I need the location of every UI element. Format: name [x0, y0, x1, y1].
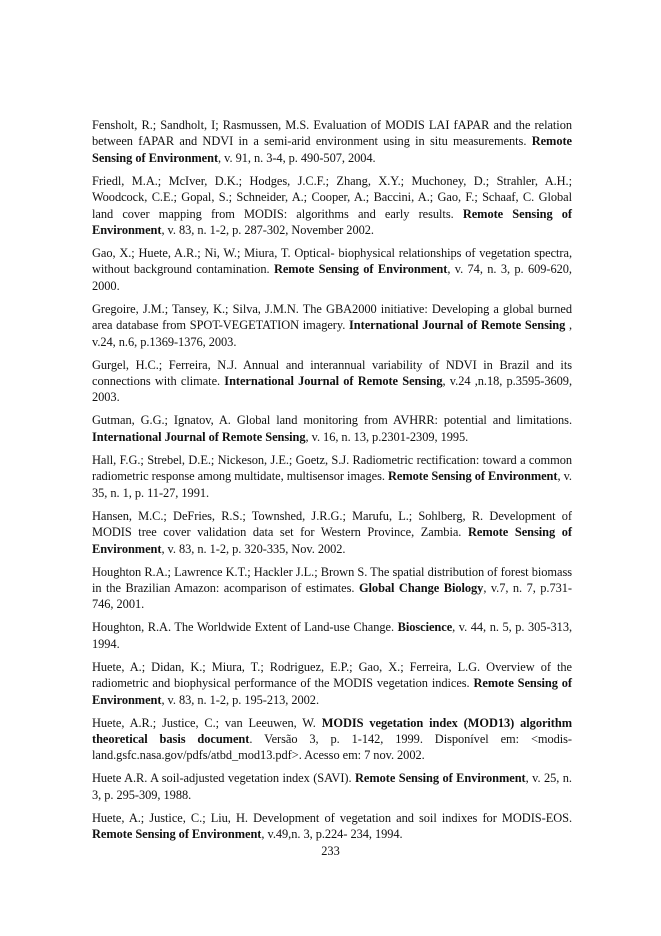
reference-authors-title: Friedl, M.A.; McIver, D.K.; Hodges, J.C.F.; Zhang, X.Y.; Muchoney, D.; Strahler, A.H.; Woodcock, C.E.; Gopal, S.; Schneider, A.; Cooper, A.; Baccini, A.; Gao, F.; Schaaf, C. Global land cover mapping from MODIS: algorithms and early results. [92, 173, 572, 221]
reference-authors-title: Huete, A.; Didan, K.; Miura, T.; Rodriguez, E.P.; Gao, X.; Ferreira, L.G. Overview of the radiometric and biophysical performance of the MODIS vegetation indices. [92, 659, 572, 691]
reference-entry [92, 245, 572, 294]
reference-authors-title: Houghton, R.A. The Worldwide Extent of Land-use Change. [92, 620, 398, 635]
reference-details: , v. 44, n. 5, p. 305-313, 1994. [92, 620, 573, 651]
reference-journal: MODIS vegetation index (MOD13) algorithm theoretical basis document [92, 715, 573, 746]
reference-details: , v.24, n.6, p.1369-1376, 2003. [92, 318, 573, 349]
reference-journal: Remote Sensing of Environment [92, 525, 573, 556]
reference-details: , v. 74, n. 3, p. 609-620, 2000. [92, 262, 572, 293]
reference-authors-title: Fensholt, R.; Sandholt, I; Rasmussen, M.S. Evaluation of MODIS LAI fAPAR and the relation between fAPAR and NDVI in a semi-arid environment using in situ measurements. [92, 118, 572, 149]
reference-entry [92, 117, 572, 166]
reference-authors-title: Houghton R.A.; Lawrence K.T.; Hackler J.L.; Brown S. The spatial distribution of forest biomass in the Brazilian Amazon: acomparison of estimates. [92, 564, 572, 595]
reference-journal: Global Change Biology [358, 580, 484, 595]
reference-entry [92, 659, 572, 708]
reference-entry [92, 173, 572, 239]
reference-entry [92, 452, 572, 501]
reference-entry [92, 715, 572, 764]
reference-journal: Remote Sensing of Environment [355, 771, 526, 786]
reference-entry [92, 301, 572, 350]
reference-authors-title: Gurgel, H.C.; Ferreira, N.J. Annual and interannual variability of NDVI in Brazil and its connections with climate. [92, 357, 572, 389]
reference-entry [92, 357, 572, 406]
reference-authors-title: Huete A.R. A soil-adjusted vegetation index (SAVI). [92, 771, 355, 786]
reference-details: , v.24 ,n.18, p.3595-3609, 2003. [92, 374, 572, 405]
reference-entry [92, 564, 572, 613]
reference-journal: Remote Sensing of Environment [387, 469, 558, 484]
reference-details: , v. 83, n. 1-2, p. 287-302, November 2002. [161, 223, 374, 238]
reference-list [92, 117, 572, 849]
reference-authors-title: Hansen, M.C.; DeFries, R.S.; Townshed, J.R.G.; Marufu, L.; Sohlberg, R. Development of MODIS tree cover validation data set for Western Province, Zambia. [92, 508, 572, 540]
reference-authors-title: Huete, A.R.; Justice, C.; van Leeuwen, W. [92, 715, 322, 730]
reference-authors-title: Gutman, G.G.; Ignatov, A. Global land monitoring from AVHRR: potential and limitations. [92, 413, 572, 428]
reference-authors-title: Gregoire, J.M.; Tansey, K.; Silva, J.M.N. The GBA2000 initiative: Developing a global burned area database from SPOT-VEGETATION imagery. [92, 301, 572, 333]
reference-details: , v. 35, n. 1, p. 11-27, 1991. [92, 469, 572, 500]
reference-journal: Remote Sensing of Environment [92, 206, 572, 238]
reference-journal: International Journal of Remote Sensing [224, 374, 443, 389]
reference-entry [92, 508, 572, 557]
reference-authors-title: Huete, A.; Justice, C.; Liu, H. Development of vegetation and soil indixes for MODIS-EOS. [92, 810, 572, 825]
reference-authors-title: Gao, X.; Huete, A.R.; Ni, W.; Miura, T. Optical- biophysical relationships of vegetation spectra, without background contamination. [92, 246, 572, 277]
reference-entry [92, 770, 572, 803]
reference-journal: International Journal of Remote Sensing [349, 318, 566, 333]
reference-details: , v. 16, n. 13, p.2301-2309, 1995. [305, 429, 469, 444]
reference-journal: Bioscience [397, 620, 453, 635]
reference-details: , v.49,n. 3, p.224- 234, 1994. [261, 827, 403, 842]
reference-details: , v. 91, n. 3-4, p. 490-507, 2004. [218, 150, 376, 165]
reference-authors-title: Hall, F.G.; Strebel, D.E.; Nickeson, J.E.; Goetz, S.J. Radiometric rectification: toward a common radiometric response among multidate, multisensor images. [92, 452, 572, 484]
reference-journal: International Journal of Remote Sensing [92, 429, 306, 444]
reference-journal: Remote Sensing of Environment [273, 262, 448, 277]
reference-details: . Versão 3, p. 1-142, 1999. Disponível em: <modis-land.gsfc.nasa.gov/pdfs/atbd_mod13.pdf>. Acesso em: 7 nov. 2002. [92, 731, 572, 763]
page-number: 233 [321, 844, 340, 858]
reference-details: , v. 25, n. 3, p. 295-309, 1988. [92, 771, 572, 802]
reference-details: , v. 83, n. 1-2, p. 320-335, Nov. 2002. [161, 541, 346, 556]
reference-details: , v.7, n. 7, p.731-746, 2001. [92, 580, 572, 612]
reference-entry [92, 619, 572, 652]
reference-details: , v. 83, n. 1-2, p. 195-213, 2002. [161, 692, 319, 707]
reference-entry [92, 412, 572, 445]
reference-journal: Remote Sensing of Environment [92, 676, 573, 707]
reference-journal: Remote Sensing of Environment [92, 134, 572, 165]
reference-journal: Remote Sensing of Environment [92, 827, 262, 842]
reference-entry [92, 810, 572, 843]
